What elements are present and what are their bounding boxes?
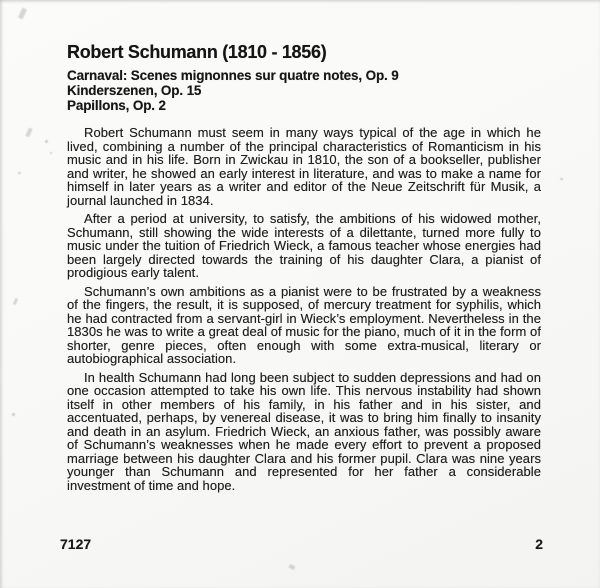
scan-edge-shadow-top: [0, 0, 600, 3]
page-footer: [60, 536, 543, 552]
paragraph-university-wieck: After a period at university, to satisfy, the ambitions of his widowed mother, Schumann, still showing the wide interests of a dilettante, turned more fully to music under the tuition of Friedrich Wieck, a famous teacher whose energies had been largely directed towards the training of his daughter Clara, a pianist of prodigious early talent.: [67, 211, 541, 280]
work-item-carnaval: Carnaval: Scenes mignonnes sur quatre notes, Op. 9: [67, 68, 399, 83]
composer-title: Robert Schumann (1810 - 1856): [67, 42, 327, 62]
work-list: [67, 68, 541, 113]
scan-artifact: [50, 152, 52, 154]
scan-artifact: [12, 413, 15, 416]
work-item-kinderszenen: Kinderszenen, Op. 15: [67, 83, 202, 98]
scan-artifact: [18, 172, 21, 174]
scan-artifact: [288, 564, 295, 570]
scan-artifact: [25, 128, 32, 138]
paragraph-health-marriage: In health Schumann had long been subject to sudden depressions and had on one occasion attempted to take his own life. This nervous instability had shown itself in other members of his family, in his father and in his sister, and accentuated, perhaps, by venereal disease, it was to bring him finally to insanity and death in an asylum. Friedrich Wieck, an anxious father, was possibly aware of Schumann’s weaknesses when he made every effort to prevent a proposed marriage between his daughter Clara and his former pupil. Clara was nine years younger than Schumann and represented for her father a considerable investment of time and hope.: [67, 369, 541, 493]
scan-artifact: [18, 7, 27, 19]
work-item-papillons: Papillons, Op. 2: [67, 98, 166, 113]
scan-artifact: [560, 178, 563, 180]
liner-notes-content: [67, 42, 541, 497]
scan-edge-shadow-left: [0, 0, 4, 588]
paragraph-pianist-ambitions: Schumann’s own ambitions as a pianist were to be frustrated by a weakness of the fingers, the result, it is supposed, of mercury treatment for syphilis, which he had contracted from a servant-girl in Wieck’s employment. Nevertheless in the 1830s he was to write a great deal of music for the piano, much of it in the form of shorter, genre pieces, often enough with some extra-musical, literary or autobiographical association.: [67, 283, 541, 366]
scan-artifact: [13, 298, 19, 306]
scan-artifact: [45, 140, 48, 143]
paragraph-biography-intro: Robert Schumann must seem in many ways typical of the age in which he lived, combining a number of the principal characteristics of Romanticism in his music and in his life. Born in Zwickau in 1810, the son of a bookseller, publisher and writer, he showed an early interest in literature, and was to make a name for himself in later years as a writer and editor of the Neue Zeitschrift für Musik, a journal launched in 1834.: [67, 125, 541, 208]
catalog-number: 7127: [60, 536, 92, 552]
page-number: 2: [535, 536, 543, 552]
